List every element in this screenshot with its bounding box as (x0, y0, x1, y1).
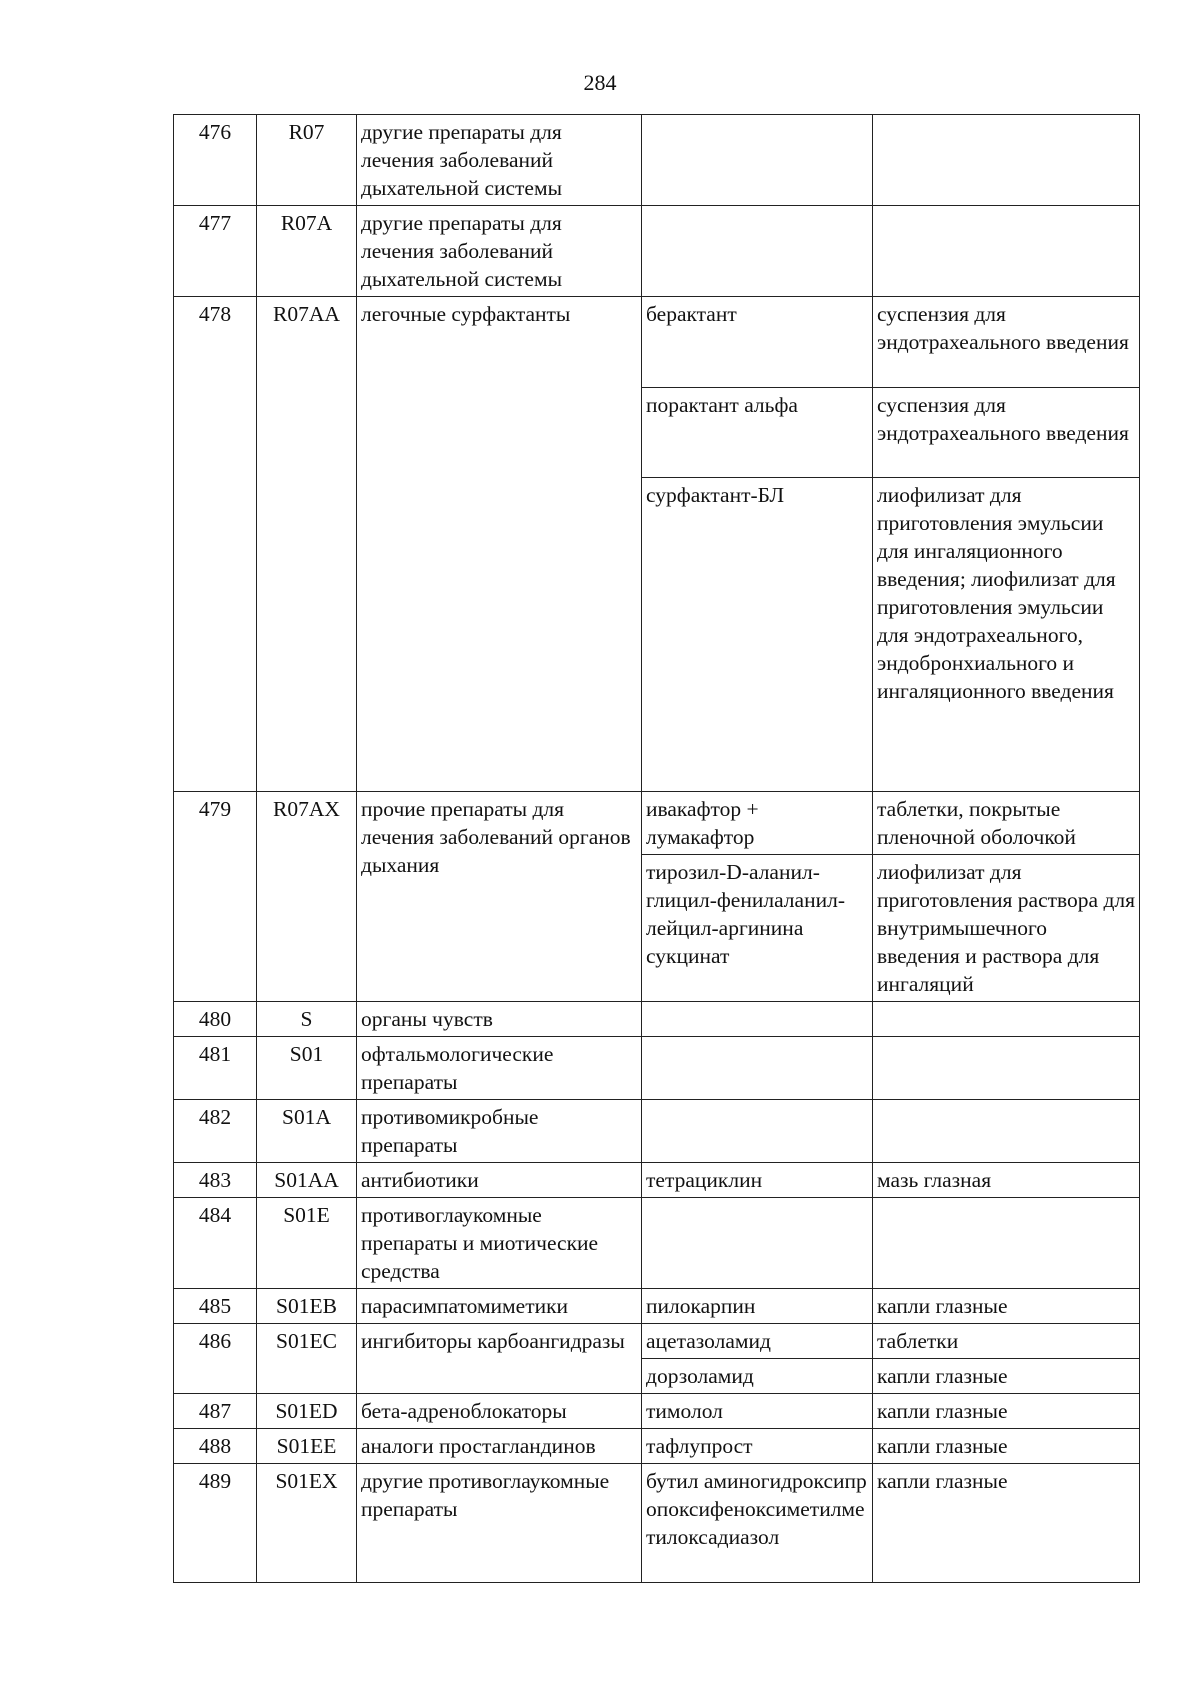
atc-code: R07A (257, 206, 357, 297)
group-name: антибиотики (357, 1163, 642, 1198)
table-row (174, 297, 1140, 388)
drug-name: пилокарпин (642, 1289, 873, 1324)
dosage-form: лиофилизат для приготовления эмульсии для ингаляционного введения; лиофилизат для приготовления эмульсии для эндотрахеального, эндобронхиального и ингаляционного введения (873, 478, 1140, 792)
table-row (174, 1163, 1140, 1198)
drug-name: порактант альфа (642, 388, 873, 478)
dosage-form (873, 115, 1140, 206)
atc-code: S01ED (257, 1394, 357, 1429)
atc-code: S01E (257, 1198, 357, 1289)
dosage-form (873, 206, 1140, 297)
table-row (174, 1002, 1140, 1037)
dosage-form: капли глазные (873, 1464, 1140, 1583)
drug-name (642, 1100, 873, 1163)
dosage-form: лиофилизат для приготовления раствора для внутримышечного введения и раствора для ингаляций (873, 855, 1140, 1002)
dosage-form: капли глазные (873, 1289, 1140, 1324)
group-name: легочные сурфактанты (357, 297, 642, 792)
table-row (174, 1198, 1140, 1289)
drug-name: берактант (642, 297, 873, 388)
drug-name (642, 1198, 873, 1289)
table-row (174, 1037, 1140, 1100)
drug-name: дорзоламид (642, 1359, 873, 1394)
drug-name: тимолол (642, 1394, 873, 1429)
group-name: другие препараты для лечения заболеваний дыхательной системы (357, 206, 642, 297)
atc-code: S01EC (257, 1324, 357, 1394)
drug-name (642, 1002, 873, 1037)
group-name: органы чувств (357, 1002, 642, 1037)
atc-code: S01EB (257, 1289, 357, 1324)
group-name: офтальмологические препараты (357, 1037, 642, 1100)
row-number: 481 (174, 1037, 257, 1100)
row-number: 479 (174, 792, 257, 1002)
row-number: 489 (174, 1464, 257, 1583)
group-name: противоглаукомные препараты и миотические средства (357, 1198, 642, 1289)
row-number: 476 (174, 115, 257, 206)
atc-code: R07AX (257, 792, 357, 1002)
atc-code: R07AA (257, 297, 357, 792)
dosage-form: мазь глазная (873, 1163, 1140, 1198)
atc-code: S (257, 1002, 357, 1037)
group-name: аналоги простагландинов (357, 1429, 642, 1464)
row-number: 480 (174, 1002, 257, 1037)
row-number: 478 (174, 297, 257, 792)
row-number: 486 (174, 1324, 257, 1394)
dosage-form: капли глазные (873, 1394, 1140, 1429)
row-number: 482 (174, 1100, 257, 1163)
drug-name (642, 206, 873, 297)
dosage-form (873, 1037, 1140, 1100)
dosage-form (873, 1198, 1140, 1289)
drug-name: бутил аминогидроксипропоксифеноксиметилметилоксадиазол (642, 1464, 873, 1583)
drug-name (642, 1037, 873, 1100)
group-name: другие противоглаукомные препараты (357, 1464, 642, 1583)
drug-name: тетрациклин (642, 1163, 873, 1198)
atc-code: S01EX (257, 1464, 357, 1583)
drug-name (642, 115, 873, 206)
drug-name: ацетазоламид (642, 1324, 873, 1359)
table-row (174, 1324, 1140, 1359)
drug-table (173, 114, 1140, 1583)
page-number: 284 (583, 70, 617, 95)
table-row (174, 1429, 1140, 1464)
group-name: ингибиторы карбоангидразы (357, 1324, 642, 1394)
dosage-form (873, 1100, 1140, 1163)
dosage-form: таблетки, покрытые пленочной оболочкой (873, 792, 1140, 855)
drug-name: ивакафтор + лумакафтор (642, 792, 873, 855)
row-number: 477 (174, 206, 257, 297)
row-number: 484 (174, 1198, 257, 1289)
atc-code: S01EE (257, 1429, 357, 1464)
drug-name: тафлупрост (642, 1429, 873, 1464)
row-number: 485 (174, 1289, 257, 1324)
dosage-form: суспензия для эндотрахеального введения (873, 297, 1140, 388)
dosage-form: суспензия для эндотрахеального введения (873, 388, 1140, 478)
row-number: 483 (174, 1163, 257, 1198)
group-name: бета-адреноблокаторы (357, 1394, 642, 1429)
dosage-form: капли глазные (873, 1429, 1140, 1464)
group-name: прочие препараты для лечения заболеваний органов дыхания (357, 792, 642, 1002)
drug-name: сурфактант-БЛ (642, 478, 873, 792)
table-row (174, 1100, 1140, 1163)
atc-code: S01AA (257, 1163, 357, 1198)
table-row (174, 792, 1140, 855)
drug-name: тирозил-D-аланил-глицил-фенилаланил-лейцил-аргинина сукцинат (642, 855, 873, 1002)
table-row (174, 1464, 1140, 1583)
dosage-form (873, 1002, 1140, 1037)
atc-code: R07 (257, 115, 357, 206)
table-row (174, 115, 1140, 206)
group-name: противомикробные препараты (357, 1100, 642, 1163)
table-row (174, 1394, 1140, 1429)
table-row (174, 206, 1140, 297)
group-name: другие препараты для лечения заболеваний дыхательной системы (357, 115, 642, 206)
dosage-form: капли глазные (873, 1359, 1140, 1394)
dosage-form: таблетки (873, 1324, 1140, 1359)
table-row (174, 1289, 1140, 1324)
row-number: 487 (174, 1394, 257, 1429)
atc-code: S01 (257, 1037, 357, 1100)
row-number: 488 (174, 1429, 257, 1464)
atc-code: S01A (257, 1100, 357, 1163)
group-name: парасимпатомиметики (357, 1289, 642, 1324)
